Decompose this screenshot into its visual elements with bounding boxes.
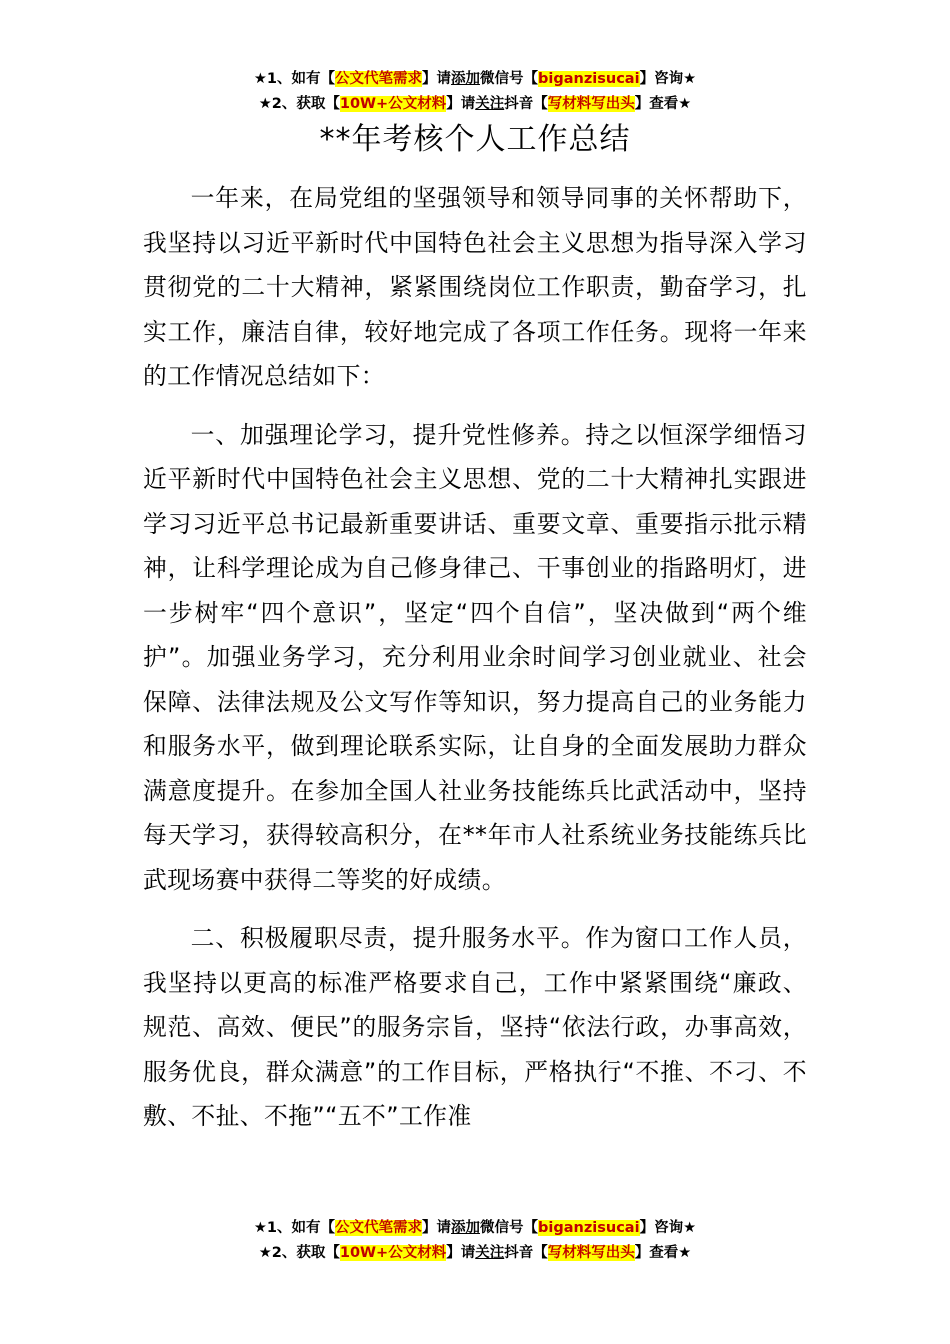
promo-highlight: 公文代笔需求: [335, 71, 423, 87]
paragraph-duty-service: 二、积极履职尽责，提升服务水平。作为窗口工作人员，我坚持以更高的标准严格要求自己，工作中紧紧围绕“廉政、规范、高效、便民”的服务宗旨，坚持“依法行政，办事高效，服务优良，群众满意”的工作目标，严格执行“不推、不刁、不敷、不扯、不拖”“五不”工作准: [143, 924, 807, 1130]
paragraph-theory-study: 一、加强理论学习，提升党性修养。持之以恒深学细悟习近平新时代中国特色社会主义思想、党的二十大精神扎实跟进学习习近平总书记最新重要讲话、重要文章、重要指示批示精神，让科学理论成为自己修身律己、干事创业的指路明灯，进一步树牢“四个意识”，坚定“四个自信”，坚决做到“两个维护”。加强业务学习，充分利用业余时间学习创业就业、社会保障、法律法规及公文写作等知识，努力提高自己的业务能力和服务水平，做到理论联系实际，让自身的全面发展助力群众满意度提升。在参加全国人社业务技能练兵比武活动中，坚持每天学习，获得较高积分，在**年市人社系统业务技能练兵比武现场赛中获得二等奖的好成绩。: [143, 420, 807, 894]
promo-highlight: 10W+公文材料: [339, 1245, 447, 1261]
footer-promo-banner: [0, 1216, 950, 1266]
wechat-id-highlight: biganzisucai: [538, 71, 640, 87]
promo-highlight: 10W+公文材料: [339, 96, 447, 112]
douyin-id-highlight: 写材料写出头: [547, 96, 635, 112]
promo-line-2: ★2、获取【10W+公文材料】请关注抖音【写材料写出头】查看★: [258, 1245, 692, 1261]
header-promo-banner: [0, 67, 950, 117]
douyin-id-highlight: 写材料写出头: [547, 1245, 635, 1261]
promo-line-2: ★2、获取【10W+公文材料】请关注抖音【写材料写出头】查看★: [258, 96, 692, 112]
document-title: **年考核个人工作总结: [319, 122, 631, 157]
promo-highlight: 公文代笔需求: [335, 1220, 423, 1236]
wechat-id-highlight: biganzisucai: [538, 1220, 640, 1236]
document-body: [143, 176, 807, 1153]
paragraph-intro: 一年来，在局党组的坚强领导和领导同事的关怀帮助下，我坚持以习近平新时代中国特色社会主义思想为指导深入学习贯彻党的二十大精神，紧紧围绕岗位工作职责，勤奋学习，扎实工作，廉洁自律，较好地完成了各项工作任务。现将一年来的工作情况总结如下：: [143, 184, 807, 390]
promo-line-1: ★1、如有【公文代笔需求】请添加微信号【biganzisucai】咨询★: [253, 71, 697, 87]
promo-line-1: ★1、如有【公文代笔需求】请添加微信号【biganzisucai】咨询★: [253, 1220, 697, 1236]
